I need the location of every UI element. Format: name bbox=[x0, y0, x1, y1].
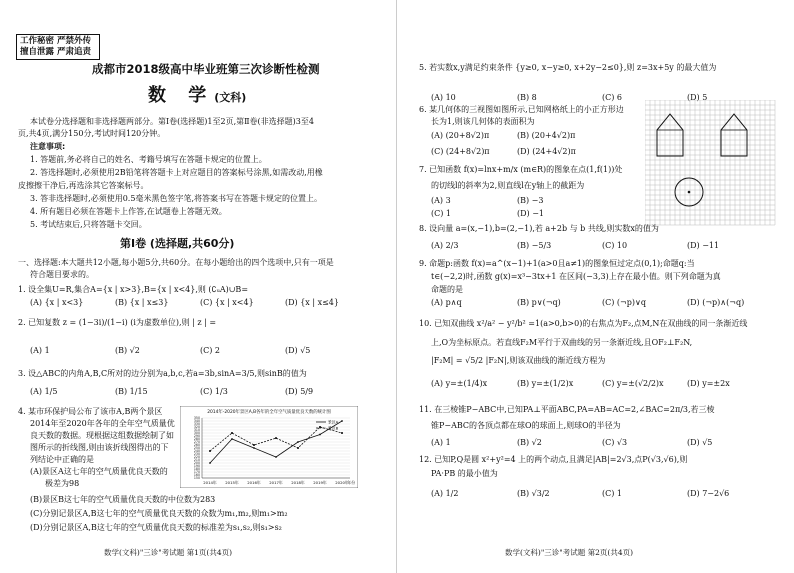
q6-option-a: (A) (20+8√2)π bbox=[431, 131, 490, 140]
q11-line-1: 11. 在三棱锥P−ABC中,已知PA⊥平面ABC,PA=AB=AC=2,∠BAC=2π/3,若三棱 bbox=[419, 405, 715, 414]
q4-option-c: (C)分别记景区A,B这七年的空气质量优良天数的众数为m₁,m₂,则m₁>m₂ bbox=[30, 509, 288, 518]
q12-option-a: (A) 1/2 bbox=[431, 489, 459, 498]
question-5: 5. 若实数x,y满足约束条件 {y≥0, x−y≥0, x+2y−2≤0},则 z=3x+5y 的最大值为 bbox=[419, 63, 717, 72]
y-tick-label: 310 bbox=[193, 428, 200, 433]
q1-option-b: (B) {x | x≤3} bbox=[115, 298, 169, 307]
q3-option-c: (C) 1/3 bbox=[200, 387, 228, 396]
q9-line-3: 命题的是 bbox=[431, 285, 463, 294]
subject-name: 数 学 bbox=[148, 85, 215, 106]
q12-option-d: (D) 7−2√6 bbox=[687, 489, 730, 498]
chart-frame bbox=[180, 406, 358, 488]
q11-option-d: (D) √5 bbox=[687, 438, 713, 447]
y-tick-label: 290 bbox=[193, 434, 200, 439]
q4-option-a-cont: 极差为98 bbox=[45, 479, 80, 488]
y-tick-label: 260 bbox=[193, 443, 200, 448]
q7-option-b: (B) −3 bbox=[517, 196, 544, 205]
q6-option-b: (B) (20+4√2)π bbox=[517, 131, 576, 140]
q4-option-a: (A)景区A这七年的空气质量优良天数的 bbox=[30, 467, 168, 476]
series-a-point bbox=[209, 462, 211, 464]
q4-line-2: 2014年至2020年各年的全年空气质量优 bbox=[30, 419, 175, 428]
q7-option-a: (A) 3 bbox=[431, 196, 451, 205]
note-4: 4. 所有题目必须在答题卡上作答,在试题卷上答题无效。 bbox=[30, 207, 227, 216]
y-tick-label: 350 bbox=[193, 416, 200, 421]
q7-option-c: (C) 1 bbox=[431, 209, 451, 218]
q7-option-d: (D) −1 bbox=[517, 209, 544, 218]
seal-line-1: 工作秘密 严禁外传 bbox=[20, 36, 91, 46]
q9-option-d: (D) (¬p)∧(¬q) bbox=[687, 298, 745, 307]
q3-option-a: (A) 1/5 bbox=[30, 387, 58, 396]
q3-option-b: (B) 1/15 bbox=[115, 387, 148, 396]
q10-line-1: 10. 已知双曲线 x²/a² − y²/b² =1(a>0,b>0)的右焦点为F₂,点M,N在双曲线的同一条渐近线 bbox=[419, 319, 748, 328]
q11-option-b: (B) √2 bbox=[517, 438, 542, 447]
q12-option-b: (B) √3/2 bbox=[517, 489, 550, 498]
section-heading: 一、选择题:本大题共12小题,每小题5分,共60分。在每小题给出的四个选项中,只有一项是 bbox=[18, 258, 334, 267]
page-footer-right: 数学(文科)"三诊"考试题 第2页(共4页) bbox=[505, 548, 634, 557]
note-2: 2. 答选择题时,必须使用2B铅笔将答题卡上对应题目的答案标号涂黑,如需改动,用橡 bbox=[30, 168, 323, 177]
q6-option-d: (D) (24+4√2)π bbox=[517, 147, 576, 156]
y-tick-label: 170 bbox=[193, 470, 200, 475]
page-footer-left: 数学(文科)"三诊"考试题 第1页(共4页) bbox=[104, 548, 233, 557]
q11-line-2: 锥P−ABC的各顶点都在球O的球面上,则球O的半径为 bbox=[431, 421, 621, 430]
series-b-point bbox=[253, 444, 255, 446]
q5-option-a: (A) 10 bbox=[431, 93, 456, 102]
q10-line-2: 上,O为坐标原点。若直线F₂M平行于双曲线的另一条渐近线,且OF₂⊥F₂N, bbox=[431, 338, 693, 347]
q1-option-c: (C) {x | x<4} bbox=[200, 298, 254, 307]
x-tick-label: 2018年 bbox=[291, 480, 305, 485]
q9-option-c: (C) (¬p)∨q bbox=[602, 298, 646, 307]
q9-line-1: 9. 命题p:函数 f(x)=a^(x−1)+1(a>0且a≠1)的图象恒过定点(0,1);命题q:当 bbox=[419, 259, 695, 268]
q5-option-c: (C) 6 bbox=[602, 93, 622, 102]
q8-option-d: (D) −11 bbox=[687, 241, 720, 250]
q12-line-1: 12. 已知P,Q是圆 x²+y²=4 上的两个动点,且满足|AB|=2√3,点P(√3,√6),则 bbox=[419, 455, 688, 464]
q4-line-1: 4. 某市环保护局公布了该市A,B两个景区 bbox=[18, 407, 163, 416]
q4-line-3: 良天数的数据。现根据这组数据绘制了如 bbox=[30, 431, 174, 440]
y-tick-label: 250 bbox=[193, 446, 200, 451]
intro-line-1: 本试卷分选择题和非选择题两部分。第Ⅰ卷(选择题)1至2页,第Ⅱ卷(非选择题)3至4 bbox=[30, 117, 314, 126]
y-tick-label: 270 bbox=[193, 440, 200, 445]
y-tick-label: 210 bbox=[193, 458, 200, 463]
y-tick-label: 190 bbox=[193, 464, 200, 469]
series-b-point bbox=[231, 432, 233, 434]
confidential-seal bbox=[16, 34, 100, 60]
q5-option-b: (B) 8 bbox=[517, 93, 537, 102]
note-5: 5. 考试结束后,只将答题卡交回。 bbox=[30, 220, 147, 229]
series-a-point bbox=[275, 456, 277, 458]
y-tick-label: 300 bbox=[193, 431, 200, 436]
q4-option-d: (D)分别记景区A,B这七年的空气质量优良天数的标准差为s₁,s₂,则s₁>s₂ bbox=[30, 523, 282, 532]
x-tick-label: 2017年 bbox=[269, 480, 283, 485]
series-b-point bbox=[341, 432, 343, 434]
q10-option-b: (B) y=±(1/2)x bbox=[517, 379, 574, 388]
q10-line-3: |F₂M| = √5/2 |F₂N|,则该双曲线的渐近线方程为 bbox=[431, 356, 606, 365]
chart-title: 2014年-2020年景区A,B各年的全年空气质量优良天数的统计图 bbox=[207, 410, 331, 415]
q4-line-4: 图所示的折线图,则由该折线图得出的下 bbox=[30, 443, 169, 452]
q9-option-a: (A) p∧q bbox=[431, 298, 462, 307]
q8-option-a: (A) 2/3 bbox=[431, 241, 459, 250]
x-tick-label: 2015年 bbox=[225, 480, 239, 485]
q12-option-c: (C) 1 bbox=[602, 489, 622, 498]
q9-option-b: (B) p∨(¬q) bbox=[517, 298, 561, 307]
q6-line-2: 长为1,则该几何体的表面积为 bbox=[431, 117, 535, 126]
q11-option-a: (A) 1 bbox=[431, 438, 451, 447]
exam-title: 成都市2018级高中毕业班第三次诊断性检测 bbox=[92, 62, 320, 76]
q10-option-c: (C) y=±(√2/2)x bbox=[602, 379, 664, 388]
q11-option-c: (C) √3 bbox=[602, 438, 628, 447]
q1-option-d: (D) {x | x≤4} bbox=[285, 298, 339, 307]
section-heading-cont: 符合题目要求的。 bbox=[30, 270, 94, 279]
question-2: 2. 已知复数 z = (1−3i)/(1−i) (i为虚数单位),则 | z | = bbox=[18, 318, 217, 327]
q2-option-a: (A) 1 bbox=[30, 346, 50, 355]
q6-option-c: (C) (24+8√2)π bbox=[431, 147, 490, 156]
y-tick-label: 220 bbox=[193, 455, 200, 460]
top-view-center bbox=[688, 191, 691, 194]
q8-option-b: (B) −5/3 bbox=[517, 241, 552, 250]
q7-line-2: 的切线l的斜率为2,则直线l在y轴上的截距为 bbox=[431, 181, 585, 190]
y-tick-label: 160 bbox=[193, 473, 200, 478]
q10-option-a: (A) y=±(1/4)x bbox=[431, 379, 488, 388]
q10-option-d: (D) y=±2x bbox=[687, 379, 730, 388]
legend-label: 景区B bbox=[328, 425, 339, 431]
question-8: 8. 设向量 a=(x,−1),b=(2,−1),若 a+2b 与 b 共线,则实数x的值为 bbox=[419, 224, 659, 233]
notes-heading: 注意事项: bbox=[30, 142, 66, 151]
x-tick-label: 2016年 bbox=[247, 480, 261, 485]
note-2-cont: 皮擦擦干净后,再选涂其它答案标号。 bbox=[18, 181, 149, 190]
y-tick-label: 340 bbox=[193, 419, 200, 424]
seal-line-2: 擅自泄露 严肃追责 bbox=[20, 47, 91, 57]
q12-line-2: PA·PB 的最小值为 bbox=[431, 469, 498, 478]
q8-option-c: (C) 10 bbox=[602, 241, 628, 250]
right-page bbox=[397, 0, 794, 573]
subject-title bbox=[148, 86, 246, 108]
y-tick-label: 240 bbox=[193, 449, 200, 454]
q3-option-d: (D) 5/9 bbox=[285, 387, 314, 396]
q9-line-2: t∈(−2,2)时,函数 g(x)=x³−3tx+1 在区间(−3,3)上存在最小值。则下列命题为真 bbox=[431, 272, 721, 281]
series-b-point bbox=[209, 450, 211, 452]
series-a-point bbox=[319, 434, 321, 436]
question-3: 3. 设△ABC的内角A,B,C所对的边分别为a,b,c,若a=3b,sinA=3/5,则sinB的值为 bbox=[18, 369, 307, 378]
q6-line-1: 6. 某几何体的三视图如图所示,已知网格纸上的小正方形边 bbox=[419, 105, 624, 114]
q4-option-b: (B)景区B这七年的空气质量优良天数的中位数为283 bbox=[30, 495, 216, 504]
series-a-point bbox=[341, 420, 343, 422]
y-tick-label: 200 bbox=[193, 461, 200, 466]
volume-title: 第Ⅰ卷 (选择题,共60分) bbox=[120, 237, 235, 250]
subject-tag: (文科) bbox=[214, 91, 247, 104]
series-b-point bbox=[275, 437, 277, 439]
legend-label: 景区A bbox=[328, 419, 339, 425]
q2-option-d: (D) √5 bbox=[285, 346, 311, 355]
y-tick-label: 180 bbox=[193, 467, 200, 472]
y-tick-label: 330 bbox=[193, 422, 200, 427]
series-a-point bbox=[297, 441, 299, 443]
series-a-point bbox=[231, 438, 233, 440]
x-tick-label: 2014年 bbox=[203, 480, 217, 485]
x-tick-label: 2020年 bbox=[335, 480, 349, 485]
q2-option-c: (C) 2 bbox=[200, 346, 220, 355]
q5-option-d: (D) 5 bbox=[687, 93, 708, 102]
x-tick-label: 2019年 bbox=[313, 480, 327, 485]
intro-line-2: 页,共4页,满分150分,考试时间120分钟。 bbox=[18, 129, 166, 138]
q2-option-b: (B) √2 bbox=[115, 346, 140, 355]
y-tick-label: 150 bbox=[193, 476, 200, 481]
y-tick-label: 280 bbox=[193, 437, 200, 442]
series-b-point bbox=[297, 447, 299, 449]
q4-line-chart bbox=[180, 406, 358, 488]
x-axis-label: 年份 bbox=[347, 480, 355, 485]
q6-three-view-figure bbox=[645, 100, 777, 228]
q7-line-1: 7. 已知函数 f(x)=lnx+m/x (m∈R)的图象在点(1,f(1))处 bbox=[419, 165, 623, 174]
series-a-point bbox=[253, 447, 255, 449]
q1-option-a: (A) {x | x<3} bbox=[30, 298, 84, 307]
y-tick-label: 230 bbox=[193, 452, 200, 457]
y-tick-label: 320 bbox=[193, 425, 200, 430]
note-3: 3. 答非选择题时,必须使用0.5毫米黑色签字笔,将答案书写在答题卡规定的位置上。 bbox=[30, 194, 322, 203]
question-1: 1. 设全集U=R,集合A={x | x>3},B={x | x<4},则 (∁ᵤA)∪B= bbox=[18, 285, 249, 294]
q4-line-5: 列结论中正确的是 bbox=[30, 455, 94, 464]
note-1: 1. 答题前,务必将自己的姓名、考籍号填写在答题卡规定的位置上。 bbox=[30, 155, 267, 164]
